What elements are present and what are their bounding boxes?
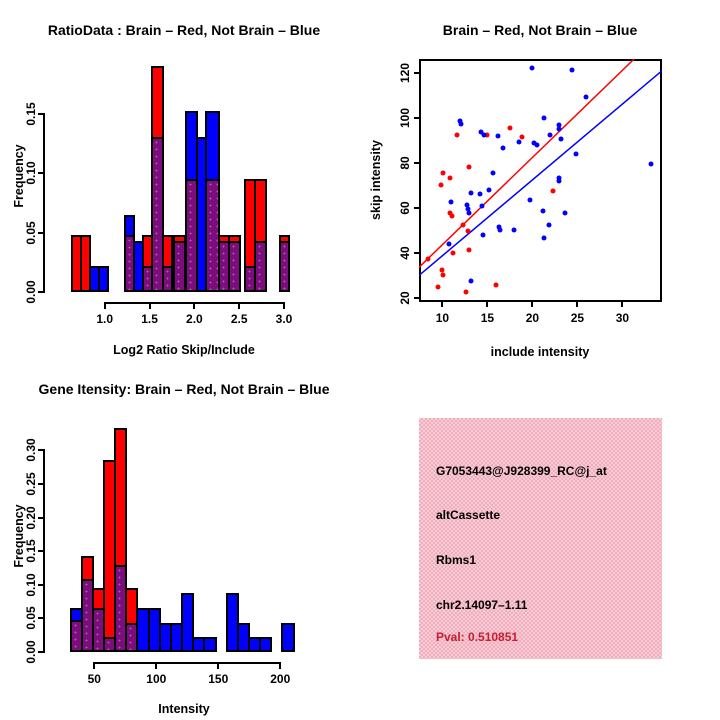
- x-axis-tick: [279, 662, 281, 669]
- y-axis-tick: [38, 232, 45, 234]
- scatter-point-blue: [534, 142, 539, 147]
- x-axis-tick: [155, 662, 157, 669]
- scatter-point-blue: [547, 133, 552, 138]
- scatter-point-blue: [573, 151, 578, 156]
- scatter-point-red: [441, 272, 446, 277]
- scatter-point-blue: [469, 279, 474, 284]
- scatter-point-blue: [541, 209, 546, 214]
- hist-bar-blue-segment: [98, 266, 109, 292]
- y-axis-tick: [38, 651, 45, 653]
- notbrain-fit-line: [419, 71, 662, 276]
- scatter-point-blue: [487, 188, 492, 193]
- y-tick-label: 120: [398, 62, 412, 83]
- hist-bar-blue-segment: [203, 637, 217, 652]
- x-tick-label: 2.0: [186, 312, 203, 326]
- scatter-point-red: [447, 176, 452, 181]
- y-axis-tick: [38, 584, 45, 586]
- x-axis-tick: [217, 662, 219, 669]
- hist-bar-red-segment: [81, 556, 94, 581]
- scatter-title: Brain – Red, Not Brain – Blue: [442, 22, 638, 38]
- y-tick-label: 100: [398, 107, 412, 128]
- scatter-point-red: [461, 223, 466, 228]
- x-tick-label: 10: [435, 311, 450, 325]
- info-event-type: altCassette: [436, 508, 501, 522]
- y-axis-tick: [38, 113, 45, 115]
- scatter-point-blue: [527, 197, 532, 202]
- y-axis-line: [43, 113, 45, 293]
- y-tick-label: 0.05: [24, 606, 38, 631]
- hist-bar-overlap-segment: [254, 241, 267, 292]
- x-axis-tick: [621, 302, 623, 307]
- hist-ratio-ylabel: Frequency: [12, 144, 26, 208]
- x-tick-label: 100: [146, 672, 167, 686]
- scatter-point-blue: [557, 179, 562, 184]
- scatter-point-blue: [446, 241, 451, 246]
- y-axis-tick: [38, 483, 45, 485]
- hist-ratio-title: RatioData : Brain – Red, Not Brain – Blue: [47, 22, 321, 38]
- scatter-point-red: [426, 256, 431, 261]
- y-tick-label: 0.00: [24, 640, 38, 664]
- scatter-point-blue: [583, 95, 588, 100]
- scatter-point-blue: [481, 132, 486, 137]
- scatter-point-red: [454, 133, 459, 138]
- hist-bar-red-segment: [114, 428, 127, 567]
- hist-bar-red-segment: [228, 235, 241, 243]
- y-tick-label: 0.15: [24, 101, 38, 126]
- scatter-point-red: [507, 126, 512, 131]
- x-axis-tick: [149, 302, 151, 309]
- x-tick-label: 50: [87, 672, 101, 686]
- scatter-point-red: [466, 164, 471, 169]
- hist-bar-overlap-segment: [279, 241, 290, 292]
- scatter-point-red: [441, 170, 446, 175]
- hist-gene-xlabel: Intensity: [158, 702, 210, 716]
- hist-bar-overlap-segment: [162, 266, 173, 292]
- y-axis-tick: [38, 617, 45, 619]
- y-axis-tick: [38, 172, 45, 174]
- hist-bar-red-segment: [162, 235, 173, 268]
- scatter-point-blue: [542, 116, 547, 121]
- scatter-point-blue: [480, 204, 485, 209]
- x-axis-tick: [441, 302, 443, 307]
- scatter-point-blue: [449, 199, 454, 204]
- hist-bar-overlap-segment: [228, 241, 241, 292]
- y-axis-tick: [38, 550, 45, 552]
- scatter-point-blue: [459, 121, 464, 126]
- hist-bar-blue-segment: [281, 623, 295, 652]
- scatter-point-red: [551, 189, 556, 194]
- hist-gene-ylabel: Frequency: [12, 504, 26, 568]
- x-axis-tick: [193, 302, 195, 309]
- scatter-point-blue: [466, 211, 471, 216]
- x-tick-label: 200: [270, 672, 291, 686]
- y-axis-tick: [38, 449, 45, 451]
- scatter-point-red: [435, 284, 440, 289]
- y-tick-label: 0.00: [24, 280, 38, 304]
- x-axis-tick: [486, 302, 488, 307]
- scatter-point-blue: [496, 133, 501, 138]
- hist-bar-red-segment: [151, 66, 164, 139]
- scatter-point-blue: [649, 161, 654, 166]
- scatter-point-red: [438, 183, 443, 188]
- info-location: chr2.14097–1.11: [436, 598, 528, 612]
- x-tick-label: 2.5: [230, 312, 248, 326]
- scatter-xlabel: include intensity: [490, 345, 590, 359]
- x-axis-line: [93, 662, 281, 664]
- x-tick-label: 25: [570, 311, 585, 325]
- x-axis-tick: [283, 302, 285, 309]
- x-tick-label: 3.0: [275, 312, 293, 326]
- y-tick-label: 0.10: [24, 573, 38, 597]
- scatter-point-blue: [570, 68, 575, 73]
- scatter-point-blue: [478, 192, 483, 197]
- hist-bar-blue-segment: [259, 637, 272, 652]
- scatter-point-blue: [490, 170, 495, 175]
- scatter-point-blue: [498, 228, 503, 233]
- x-tick-label: 150: [208, 672, 229, 686]
- fit-lines-layer: [419, 59, 662, 302]
- y-tick-label: 0.10: [24, 161, 38, 185]
- scatter-point-blue: [562, 210, 567, 215]
- x-tick-label: 15: [480, 311, 495, 325]
- y-tick-label: 0.25: [24, 472, 38, 496]
- scatter-point-blue: [559, 136, 564, 141]
- y-axis-tick: [38, 517, 45, 519]
- x-axis-tick: [531, 302, 533, 307]
- scatter-point-blue: [529, 66, 534, 71]
- scatter-ylabel: skip intensity: [369, 140, 383, 220]
- info-pval: Pval: 0.510851: [436, 630, 519, 644]
- scatter-point-blue: [500, 145, 505, 150]
- hist-gene-title: Gene Itensity: Brain – Red, Not Brain – Blue: [38, 381, 330, 397]
- scatter-point-red: [451, 250, 456, 255]
- hist-bar-red-segment: [279, 235, 290, 243]
- x-axis-tick: [238, 302, 240, 309]
- info-probe-id: G7053443@J928399_RC@j_at: [436, 464, 607, 478]
- scatter-point-red: [450, 214, 455, 219]
- x-axis-tick: [576, 302, 578, 307]
- x-tick-label: 1.0: [96, 312, 114, 326]
- scatter-point-blue: [557, 126, 562, 131]
- y-tick-label: 80: [398, 155, 412, 170]
- info-box: [419, 418, 662, 659]
- x-tick-label: 1.5: [141, 312, 158, 326]
- y-tick-label: 0.15: [24, 539, 38, 563]
- scatter-point-red: [465, 229, 470, 234]
- y-tick-label: 60: [398, 200, 412, 215]
- y-tick-label: 20: [398, 290, 412, 305]
- info-gene-name: Rbms1: [436, 553, 477, 567]
- scatter-point-blue: [516, 139, 521, 144]
- scatter-point-blue: [480, 232, 485, 237]
- x-tick-label: 30: [615, 311, 630, 325]
- scatter-point-blue: [511, 228, 516, 233]
- y-tick-label: 0.05: [24, 220, 38, 245]
- hist-bar-red-segment: [254, 179, 267, 243]
- hist-bar-blue-segment: [205, 111, 220, 181]
- brain-fit-line: [419, 59, 634, 267]
- hist-ratio-xlabel: Log2 Ratio Skip/Include: [113, 343, 255, 357]
- y-axis-tick: [38, 291, 45, 293]
- scatter-point-red: [467, 248, 472, 253]
- hist-bar-blue-segment: [124, 215, 135, 237]
- scatter-point-red: [463, 289, 468, 294]
- x-axis-tick: [93, 662, 95, 669]
- scatter-point-blue: [542, 236, 547, 241]
- y-tick-label: 0.20: [24, 505, 38, 530]
- scatter-point-red: [494, 283, 499, 288]
- scatter-point-blue: [469, 190, 474, 195]
- y-tick-label: 0.30: [24, 438, 38, 462]
- x-tick-label: 20: [525, 311, 540, 325]
- scatter-point-blue: [546, 222, 551, 227]
- x-axis-tick: [104, 302, 106, 309]
- y-tick-label: 40: [398, 245, 412, 260]
